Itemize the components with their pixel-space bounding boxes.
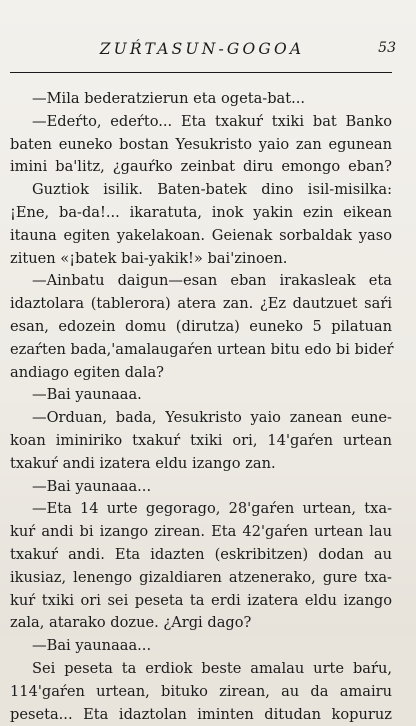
- text-line: 114'gaŕen urtean, bituko zirean, au da amairu: [10, 682, 392, 700]
- text-line: —Bai yaunaaa...: [32, 477, 152, 495]
- text-line: —Orduan, bada, Yesukristo yaio zanean eune-: [32, 409, 392, 427]
- text-line: txakuŕ andi. Eta idazten (eskribitzen) dodan au: [10, 545, 392, 563]
- text-line: —Bai yaunaaa...: [32, 637, 152, 655]
- text-line: kuŕ txiki ori sei peseta ta erdi izatera eldu izango: [10, 591, 392, 609]
- text-line: ezaŕten bada,'amalaugaŕen urtean bitu edo bi bideŕ: [10, 340, 394, 358]
- text-line: zala, atarako dozue. ¿Argi dago?: [10, 614, 252, 632]
- text-line: peseta... Eta idaztolan iminten ditudan kopuruz: [10, 705, 392, 723]
- text-line: esan, edozein domu (dirutza) euneko 5 pilatuan: [10, 317, 392, 335]
- text-line: baten euneko bostan Yesukristo yaio zan egunean: [10, 135, 392, 153]
- text-line: —Eta 14 urte gegorago, 28'gaŕen urtean, txa-: [32, 500, 392, 518]
- text-line: itauna egiten yakelakoan. Geienak sorbaldak yaso: [10, 226, 392, 244]
- text-line: —Ainbatu daigun—esan eban irakasleak eta: [32, 272, 392, 290]
- text-line: —Edeŕto, edeŕto... Eta txakuŕ txiki bat Banko: [32, 112, 392, 130]
- text-line: txakuŕ andi izatera eldu izango zan.: [10, 454, 276, 472]
- text-line: koan iminiriko txakuŕ txiki ori, 14'gaŕen urtean: [10, 431, 392, 449]
- text-line: —Bai yaunaaa.: [32, 386, 142, 404]
- text-line: kuŕ andi bi izango zirean. Eta 42'gaŕen urtean lau: [10, 523, 392, 541]
- text-line: ¡Ene, ba-da!... ikaratuta, inok yakin ezin eikean: [10, 203, 392, 221]
- text-line: idaztolara (tablerora) atera zan. ¿Ez dautzuet saŕi: [10, 295, 392, 313]
- running-title: ZUŔTASUN-GOGOA: [99, 40, 305, 58]
- page-number: 53: [378, 40, 396, 56]
- text-line: Sei peseta ta erdiok beste amalau urte baŕu,: [32, 659, 392, 677]
- body-text: [10, 88, 392, 726]
- page-header: [8, 34, 396, 64]
- header-rule: [10, 72, 392, 73]
- text-line: zituen «¡batek bai-yakik!» bai'zinoen.: [10, 249, 288, 267]
- text-line: imini ba'litz, ¿gauŕko zeinbat diru emongo eban?: [10, 158, 392, 176]
- text-line: ikusiaz, lenengo gizaldiaren atzenerako, gure txa-: [10, 568, 392, 586]
- text-line: Guztiok isilik. Baten-batek dino isil-misilka:: [32, 181, 392, 199]
- text-line: andiago egiten dala?: [10, 363, 164, 381]
- text-line: —Mila bederatzierun eta ogeta-bat...: [32, 90, 306, 107]
